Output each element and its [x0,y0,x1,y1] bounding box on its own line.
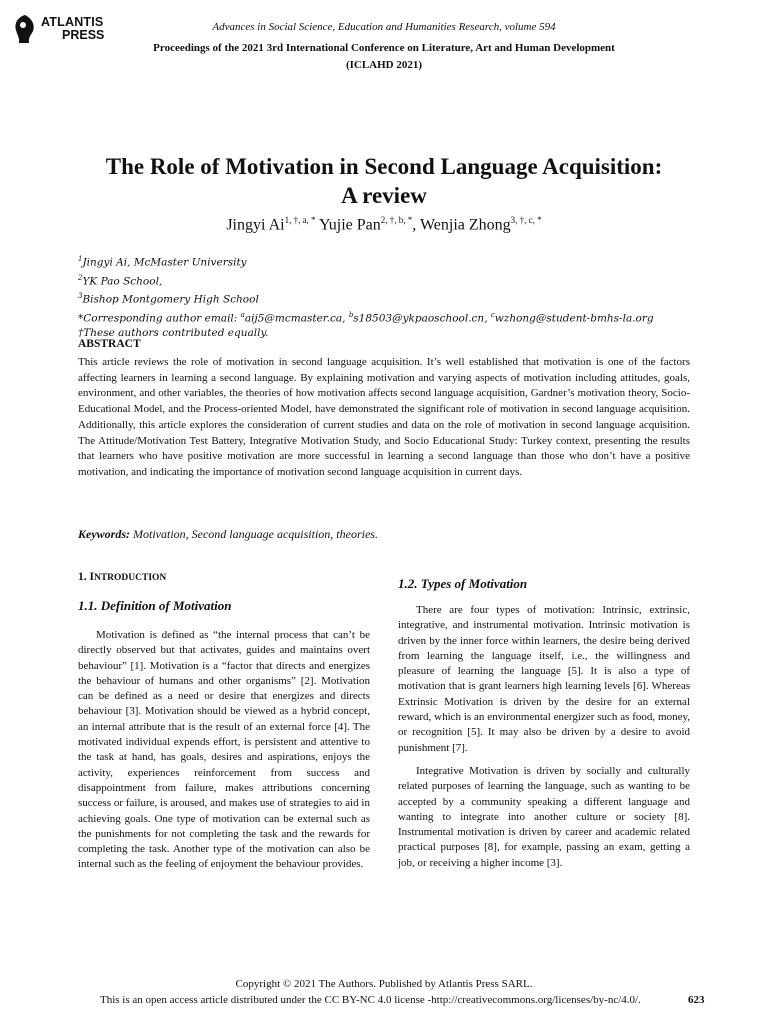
author-marks: 3, †, c, * [510,215,542,225]
affiliations [78,252,698,341]
affiliation-line [78,271,698,290]
email-mark: c [490,310,495,319]
journal-header: Advances in Social Science, Education and Humanities Research, volume 594 [212,21,556,33]
section-title: NTRODUCTION [93,573,167,583]
author-name: Jingyi Ai [226,216,285,234]
body-paragraph: Integrative Motivation is driven by socially and culturally related purposes of learning the language, such as wanting to be accepted by a community speaking a different language and wanting to integrate into another culture or society [8]. Instrumental motivation is driven by career and academic related practical purposes [8], for example, passing an exam, getting a job, or receiving a higher income [3]. [398,764,690,869]
proceedings-header: Proceedings of the 2021 3rd International Conference on Literature, Art and Human Development (ICLAHD 2021) [153,42,615,71]
body-paragraph: Motivation is defined as “the internal process that can’t be directly observed but that activates, guides and maintains overt behaviour” [1]. Motivation is a “factor that directs and energizes the behaviour of humans and other organisms” [2]. Motivation can be defined as a need or desire that energizes and directs behaviour [3]. Motivation should be viewed as a hybrid concept, an internal attribute that is the result of an external force [4]. The motivated individual expends effort, is persistent and attentive to the task at hand, has goals, desires and aspirations, enjoys the activity, experiences reinforcement from success and disappointment from failure, makes attributions concerning success or failure, is aroused, and makes use of strategies to aid in achieving goals. One type of motivation can be external such as the punishments for not completing the task and the rewards for completing the task. Another type of the motivation can also be internal such as the feeling of enjoyment the behaviour provides. [78,629,370,871]
email-mark: b [348,310,354,319]
email-address[interactable]: wzhong@student-bmhs-la.org [494,312,654,324]
keywords-line [78,527,378,542]
subsection-heading-types: 1.2. Types of Motivation [398,576,528,591]
abstract-text: This article reviews the role of motivation in second language acquisition. It’s well established that motivation is one of the factors affecting learners in learning a second language. By explaining motivation and varying aspects of motivation including attitudes, goals, environment, and other variables, the theories of how motivation affects second language acquisition, Gardner’s motivation theory, Socio-Educational Model, and the Process-oriented Model, have demonstrated the significant role of motivation in second language acquisition. Additionally, this article explores the consideration of current studies and data on the role of motivation in second language acquisition. The Attitude/Motivation Test Battery, Integrative Motivation Study, and Socio Educational Study: Turkey context, presenting the results that learners who have positive motivation are more successful in learning a second language than those who don’t have a positive motivation, and indicating the importance of motivation second language acquisition in current days. [78,356,690,478]
left-column [78,628,370,881]
keywords-label: Keywords: [78,527,130,541]
corresponding-label: *Corresponding author email: [78,312,241,324]
page-number: 623 [688,994,705,1006]
section-number: 1. I [78,571,94,583]
body-paragraph: There are four types of motivation: Intrinsic, extrinsic, integrative, and instrumental motivation. Intrinsic motivation is driven by the inner force within learners, the desire being derived from learning the language itself, i.e., the willingness and pleasure of learning the language [5]. It is also a type of motivation that is grant learners high learning levels [6]. Whereas Extrinsic Motivation is driven by the desire for an external reward, which is an environmental energizer such as food, money, or recognition [5]. It may also be driven by a desire to avoid punishment [7]. [398,604,690,754]
section-heading-introduction [78,571,166,583]
logo-text-press: PRESS [62,28,105,42]
keywords-text: Motivation, Second language acquisition, theories. [130,527,378,541]
affiliation-text: YK Pao School, [82,275,163,287]
footer-license: This is an open access article distributed under the CC BY-NC 4.0 license -http://creativecommons.org/licenses/by-nc/4.0/. [100,994,641,1006]
affiliation-text: Jingyi Ai, McMaster University [82,256,247,269]
paper-title: The Role of Motivation in Second Language Acquisition: A review [105,154,663,208]
atlantis-press-logo-icon [12,14,38,44]
author-list: Jingyi $Ai^{1, \dagger, a, *}$ Yujie Pan$^{2, \dagger, b, *}$, Wenjia Zhong$^{3, \dagger, c, *}$ [226,215,542,234]
abstract-heading: ABSTRACT [78,338,141,350]
affiliation-number: 3 [78,292,83,300]
footer-copyright: Copyright © 2021 The Authors. Published by Atlantis Press SARL. [235,978,533,990]
affiliation-number: 1 [78,255,83,263]
subsection-heading-definition: 1.1. Definition of Motivation [78,598,232,613]
email-mark: a [240,310,245,319]
author-marks: 2, †, b, * [380,215,413,225]
logo-text-atlantis: ATLANTIS [41,15,104,29]
affiliation-line [78,289,698,308]
equal-contribution-note: †These authors contributed equally. [78,327,269,339]
affiliation-number: 2 [78,273,83,282]
right-column [398,603,690,879]
email-address[interactable]: aij5@mcmaster.ca, [244,312,349,324]
affiliation-line [78,252,698,271]
affiliation-text: Bishop Montgomery High School [82,293,259,306]
corresponding-author-line [78,308,698,327]
publisher-logo [12,12,132,52]
author-name: Wenjia Zhong [419,216,511,234]
author-name: Yujie Pan [318,216,381,234]
email-address[interactable]: s18503@ykpaoschool.cn, [353,312,491,324]
author-marks: 1, †, a, * [284,215,316,225]
